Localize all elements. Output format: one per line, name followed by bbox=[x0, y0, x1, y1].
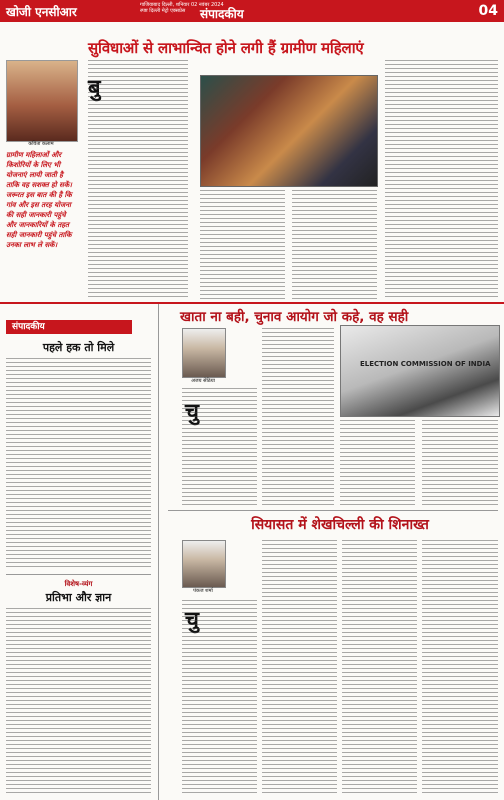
author-caption: अजय सेठिया bbox=[191, 378, 215, 384]
date-line-2: स्पष्ट दिल्ली मेट्रो एक्सप्रेस bbox=[140, 8, 186, 14]
article-text-column bbox=[340, 420, 415, 508]
article-text-column bbox=[262, 328, 334, 508]
satire-subhead: विशेष-व्यंग bbox=[64, 580, 93, 588]
author-caption: पंकज शर्मा bbox=[193, 588, 213, 594]
pull-quote: ग्रामीण महिलाओं और किशोरियों के लिए भी योजनाएं लायी जाती है ताकि वह सशक्त हो सकें। जरूरत इस बात की है कि गांव और इस तरह योजना की सही जानकारी पहुंचे और जानकारियों के तहत सही जानकारी पहुंचे ताकि उनका लाभ ले सकें। bbox=[6, 151, 72, 249]
article-text-column bbox=[88, 60, 188, 300]
dropcap: चु bbox=[185, 607, 199, 633]
article-text-column bbox=[292, 190, 377, 300]
rural-women-photo bbox=[200, 75, 378, 187]
author-caption: कविता कलाम bbox=[28, 141, 54, 147]
election-commission-photo bbox=[340, 325, 500, 417]
article-text-column bbox=[262, 540, 337, 795]
editorial-text bbox=[6, 358, 151, 568]
election-commission-sign: ELECTION COMMISSION OF INDIA bbox=[360, 360, 491, 368]
article-text-column bbox=[422, 420, 498, 508]
masthead: खोजी एनसीआर bbox=[6, 5, 77, 19]
editorial-label: संपादकीय bbox=[6, 320, 132, 334]
editorial-headline: पहले हक तो मिले bbox=[42, 341, 115, 354]
middle-story-headline: खाता ना बही, चुनाव आयोग जो कहे, वह सही bbox=[180, 309, 409, 325]
dropcap: चु bbox=[185, 399, 199, 425]
article-text-column bbox=[342, 540, 417, 795]
page-number: 04 bbox=[478, 3, 498, 19]
section-title: संपादकीय bbox=[200, 7, 244, 21]
page-header-bar bbox=[0, 0, 504, 22]
divider bbox=[0, 302, 504, 304]
column-divider bbox=[158, 304, 159, 800]
bottom-story-headline: सियासत में शेखचिल्ली की शिनाख्त bbox=[251, 517, 429, 533]
dropcap: बु bbox=[88, 75, 101, 101]
article-text-column bbox=[422, 540, 498, 795]
author-portrait bbox=[182, 328, 226, 378]
date-line-1: गाजियाबाद दिल्ली, शनिवार 02 नवंबर 2024 bbox=[140, 2, 224, 8]
divider bbox=[6, 574, 151, 575]
article-text-column bbox=[200, 190, 285, 300]
divider bbox=[168, 510, 498, 511]
satire-text bbox=[6, 608, 151, 795]
top-story-headline: सुविधाओं से लाभान्वित होने लगी हैं ग्रामीण महिलाएं bbox=[88, 39, 364, 57]
author-photo bbox=[6, 60, 78, 142]
satire-headline: प्रतिभा और ज्ञान bbox=[45, 591, 112, 604]
author-portrait bbox=[182, 540, 226, 588]
article-text-column bbox=[385, 60, 498, 300]
article-text-column bbox=[182, 388, 257, 508]
article-text-column bbox=[182, 600, 257, 795]
